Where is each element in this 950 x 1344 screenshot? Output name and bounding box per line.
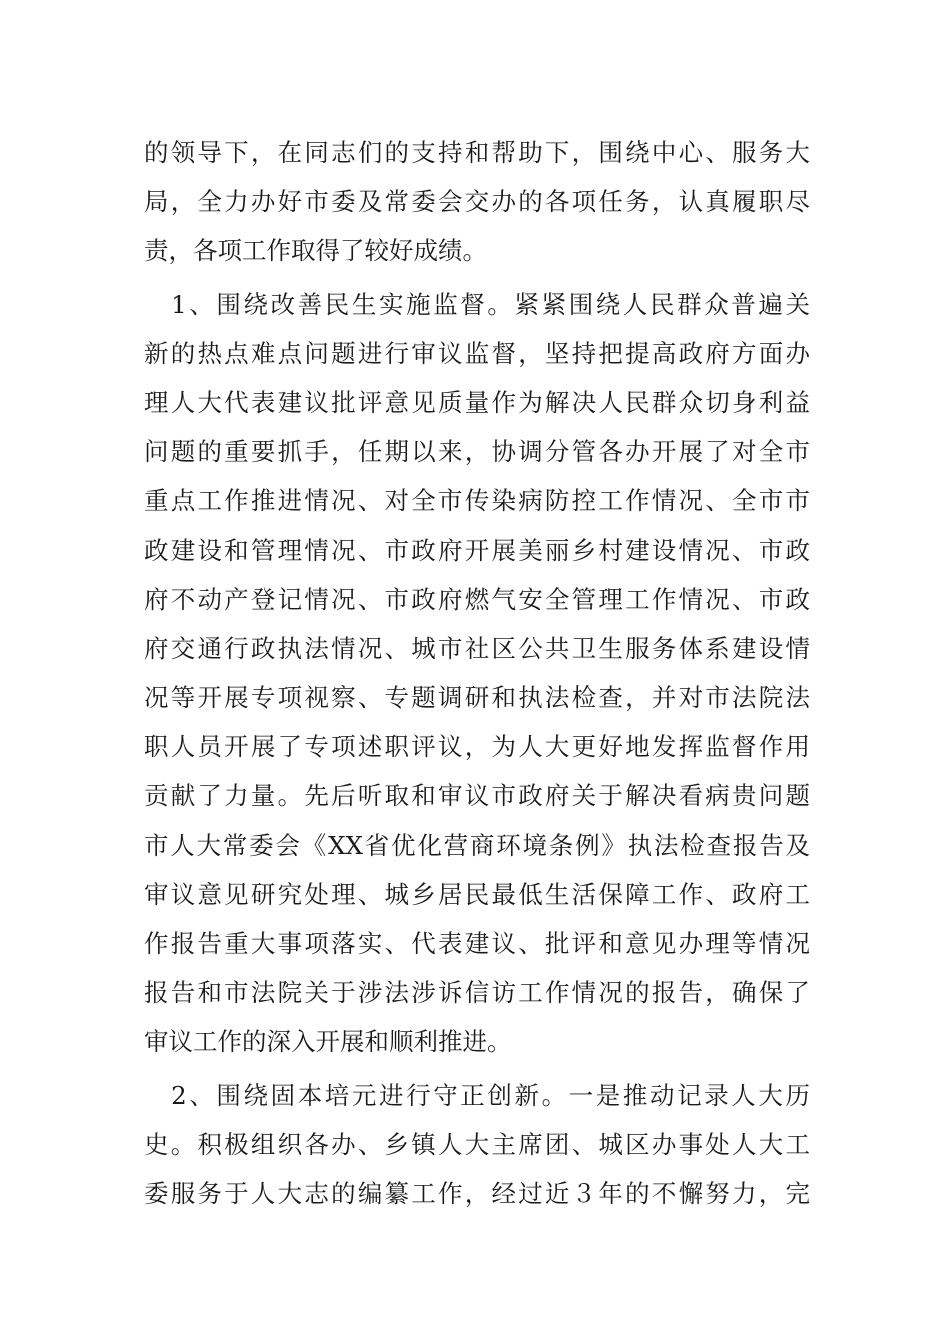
text-line: 审议工作的深入开展和顺利推进。 [144,1027,512,1057]
text-line: 问题的重要抓手，任期以来，协调分管各办开展了对全市 [144,437,810,467]
paragraph-livelihood-supervision [144,280,810,1067]
paragraph-innovation [144,1071,810,1219]
text-line: 府交通行政执法情况、城市社区公共卫生服务体系建设情 [144,633,810,663]
text-line: 府不动产登记情况、市政府燃气安全管理工作情况、市政 [144,584,810,614]
text-line: 史。积极组织各办、乡镇人大主席团、城区办事处人大工 [144,1129,810,1159]
text-line: 贡献了力量。先后听取和审议市政府关于解决看病贵问题 [144,781,810,811]
text-line: 职人员开展了专项述职评议，为人大更好地发挥监督作用 [144,732,810,762]
text-line: 政建设和管理情况、市政府开展美丽乡村建设情况、市政 [144,535,810,565]
text-line: 责，各项工作取得了较好成绩。 [144,236,487,266]
text-line: 重点工作推进情况、对全市传染病防控工作情况、全市市 [144,486,810,516]
text-line: 2、围绕固本培元进行守正创新。一是推动记录人大历 [144,1080,810,1110]
text-line: 审议意见研究处理、城乡居民最低生活保障工作、政府工 [144,879,810,909]
text-line: 局，全力办好市委及常委会交办的各项任务，认真履职尽 [144,187,810,217]
text-line: 新的热点难点问题进行审议监督，坚持把提高政府方面办 [144,338,810,368]
text-line: 市人大常委会《XX省优化营商环境条例》执法检查报告及 [144,830,810,860]
paragraph-intro [144,128,810,276]
text-line: 况等开展专项视察、专题调研和执法检查，并对市法院法 [144,683,810,713]
text-line: 作报告重大事项落实、代表建议、批评和意见办理等情况 [144,929,810,958]
text-line: 报告和市法院关于涉法涉诉信访工作情况的报告，确保了 [144,978,810,1008]
text-line: 理人大代表建议批评意见质量作为解决人民群众切身利益 [144,387,810,417]
text-line: 委服务于人大志的编纂工作，经过近３年的不懈努力，完 [144,1178,810,1208]
text-line: 的领导下，在同志们的支持和帮助下，围绕中心、服务大 [144,138,810,167]
document-body [144,128,810,1218]
text-line: 1、围绕改善民生实施监督。紧紧围绕人民群众普遍关 [144,289,810,319]
